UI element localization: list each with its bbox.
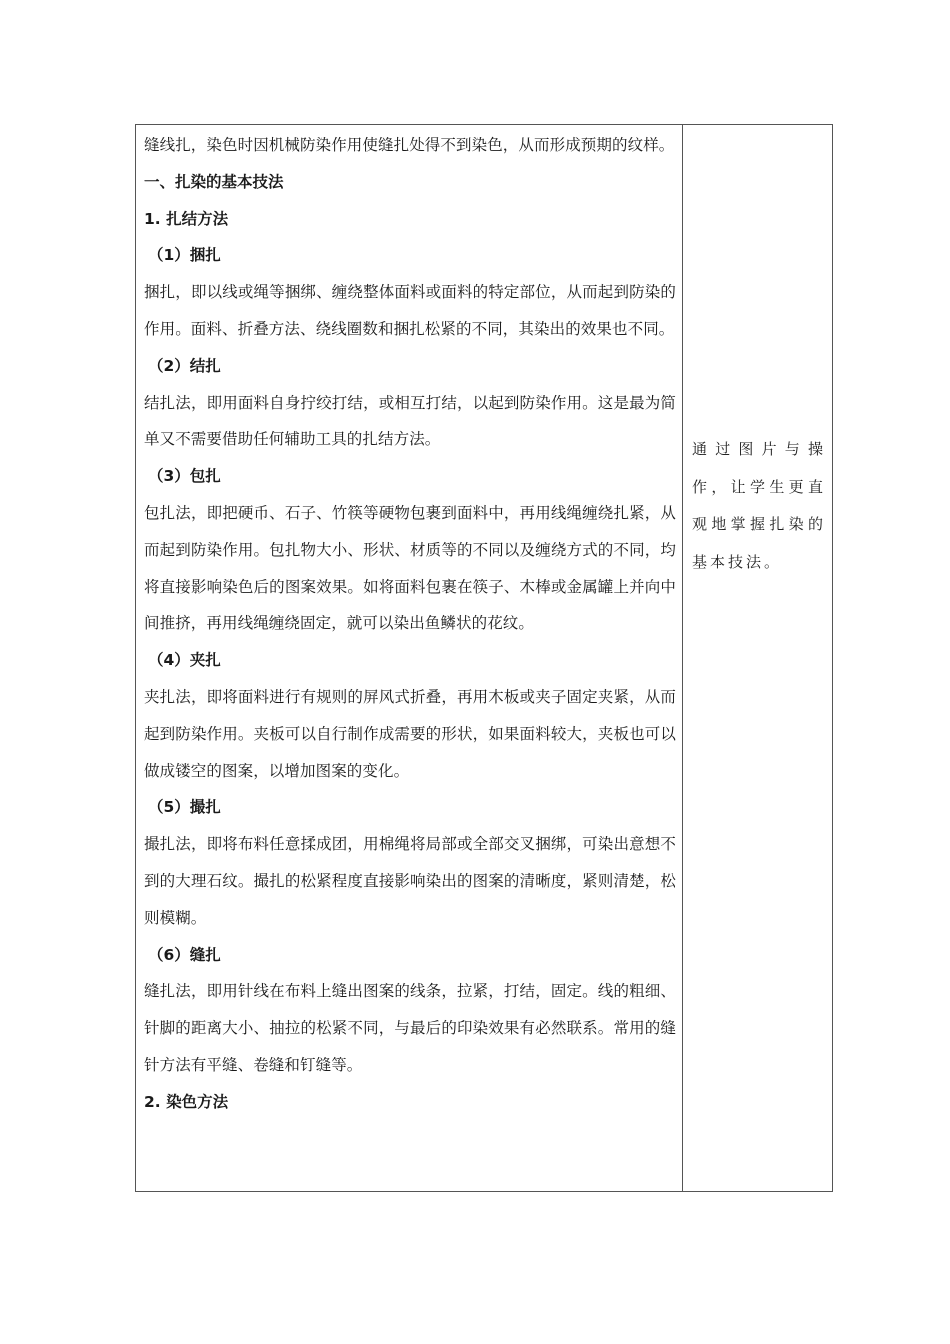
item-title: （1）捆扎 <box>148 246 221 265</box>
content-column <box>136 125 683 1191</box>
item-text: 夹扎法，即将面料进行有规则的屏风式折叠，再用木板或夹子固定夹紧，从而起到防染作用。夹板可以自行制作成需要的形状，如果面料较大，夹板也可以做成镂空的图案，以增加图案的变化。 <box>144 687 676 780</box>
notes-column <box>683 125 832 1191</box>
item-title: （2）结扎 <box>148 356 221 375</box>
item-title: （3）包扎 <box>148 467 221 486</box>
item-title: （5）撮扎 <box>148 798 221 817</box>
item-title: （6）缝扎 <box>148 945 221 964</box>
intro-paragraph: 缝线扎，染色时因机械防染作用使缝扎处得不到染色，从而形成预期的纹样。 <box>144 136 675 154</box>
item-text: 结扎法，即用面料自身拧绞打结，或相互打结，以起到防染作用。这是最为简单又不需要借助任何辅助工具的扎结方法。 <box>144 393 676 449</box>
item-text: 缝扎法，即用针线在布料上缝出图案的线条，拉紧，打结，固定。线的粗细、针脚的距离大小、抽拉的松紧不同，与最后的印染效果有必然联系。常用的缝针方法有平缝、卷缝和钉缝等。 <box>144 982 676 1074</box>
item-text: 捆扎，即以线或绳等捆绑、缠绕整体面料或面料的特定部位，从而起到防染的作用。面料、折叠方法、绕线圈数和捆扎松紧的不同，其染出的效果也不同。 <box>144 283 676 338</box>
item-text: 撮扎法，即将布料任意揉成团，用棉绳将局部或全部交叉捆绑，可染出意想不到的大理石纹。撮扎的松紧程度直接影响染出的图案的清晰度，紧则清楚，松则模糊。 <box>144 835 676 927</box>
item-text: 包扎法，即把硬币、石子、竹筷等硬物包裹到面料中，再用线绳缠绕扎紧，从而起到防染作用。包扎物大小、形状、材质等的不同以及缠绕方式的不同，均将直接影响染色后的图案效果。如将面料包裹在筷子、木棒或金属罐上并向中间推挤，再用线绳缠绕固定，就可以染出鱼鳞状的花纹。 <box>144 503 676 633</box>
subsection-title: 2. 染色方法 <box>144 1092 229 1111</box>
teaching-note: 通过图片与操作，让学生更直观地掌握扎染的基本技法。 <box>692 440 826 571</box>
item-title: （4）夹扎 <box>148 651 221 670</box>
section-title: 一、扎染的基本技法 <box>144 172 284 191</box>
subsection-title: 1. 扎结方法 <box>144 209 229 228</box>
lesson-table <box>135 124 833 1192</box>
